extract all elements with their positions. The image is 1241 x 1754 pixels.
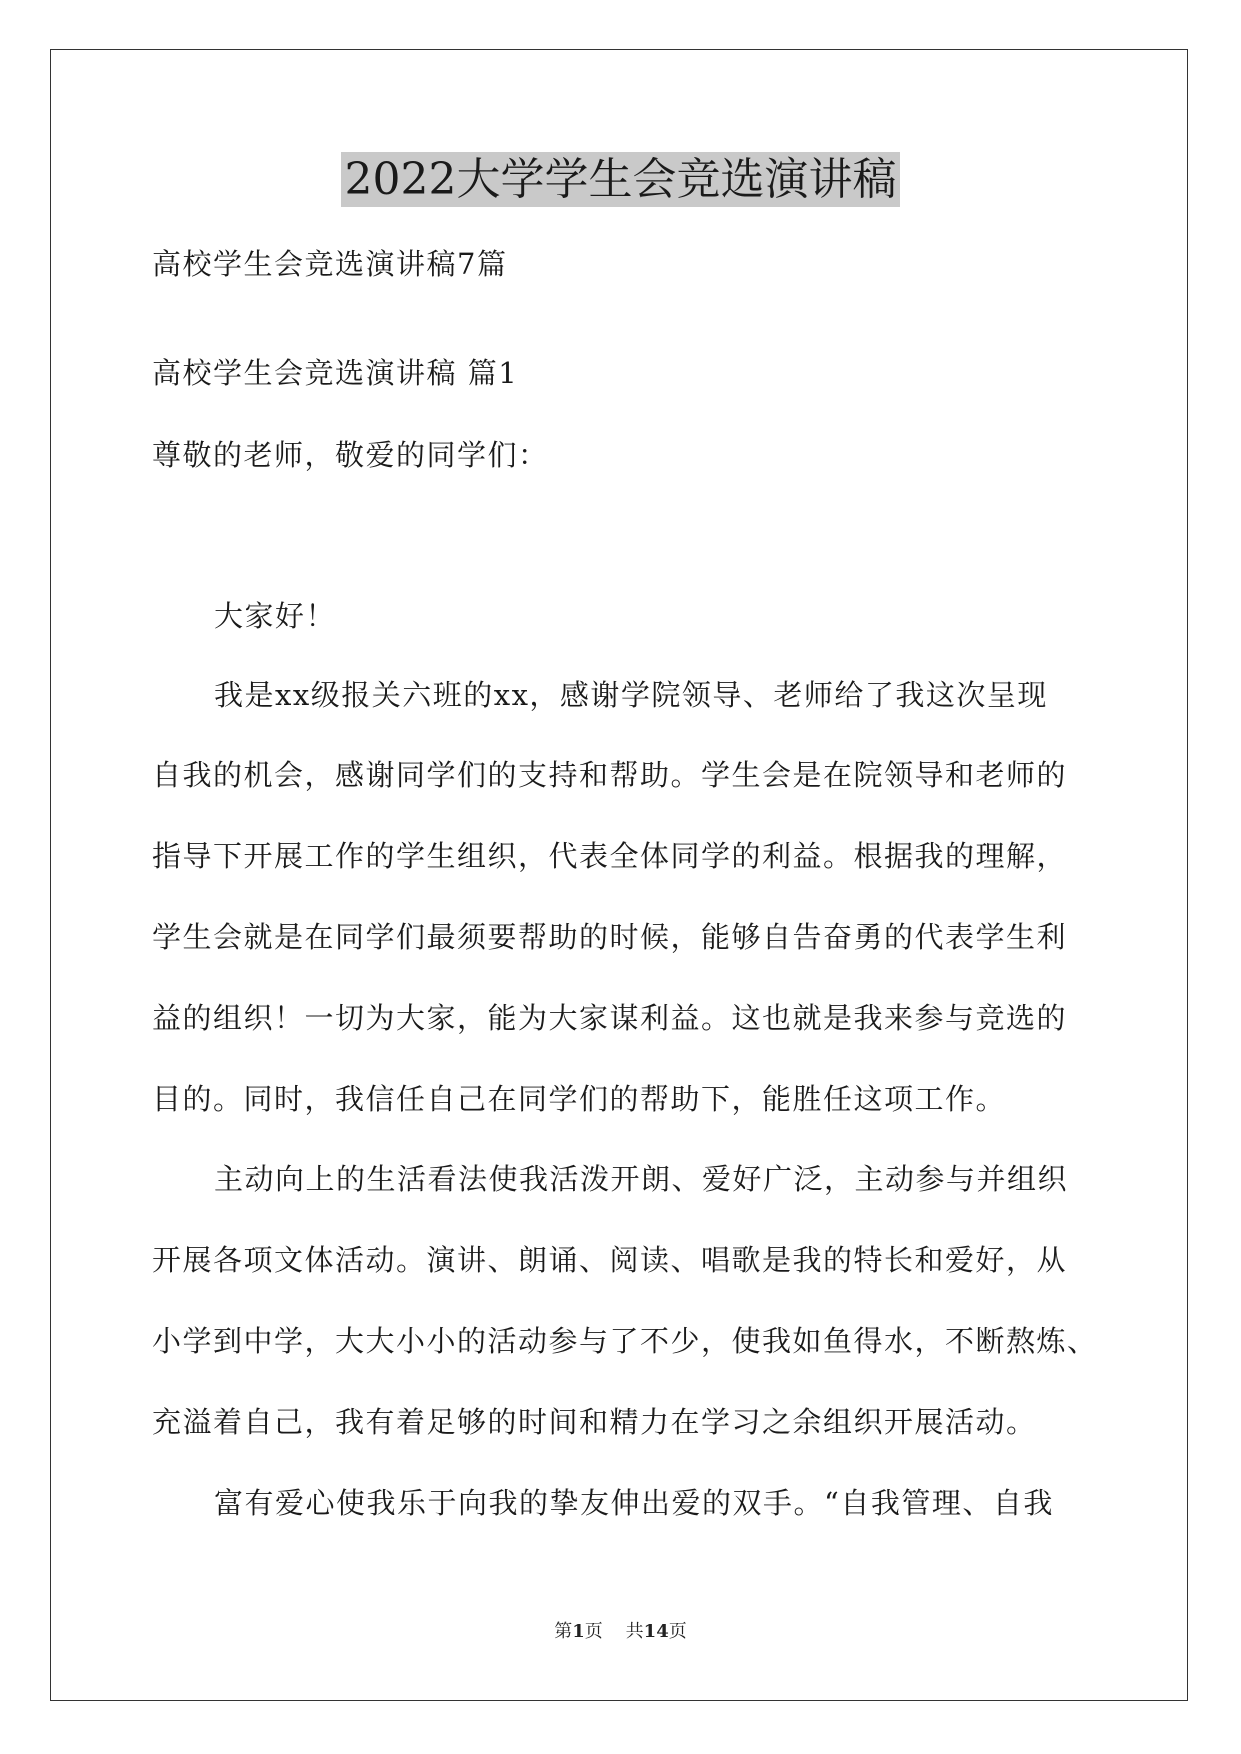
- body-line: 自我的机会，感谢同学们的支持和帮助。学生会是在院领导和老师的: [152, 758, 1068, 792]
- greeting: 大家好！: [214, 599, 337, 633]
- page-footer: [0, 1620, 1241, 1644]
- salutation: 尊敬的老师，敬爱的同学们：: [152, 438, 549, 472]
- total-pages: 14: [643, 1621, 669, 1642]
- body-line: 充溢着自己，我有着足够的时间和精力在学习之余组织开展活动。: [152, 1405, 1037, 1439]
- document-title-text: 2022大学学生会竞选演讲稿: [341, 152, 901, 207]
- body-line: 主动向上的生活看法使我活泼开朗、爱好广泛，主动参与并组织: [214, 1162, 1069, 1196]
- body-line: 益的组织！一切为大家，能为大家谋利益。这也就是我来参与竞选的: [152, 1001, 1068, 1035]
- body-line: 我是xx级报关六班的xx，感谢学院领导、老师给了我这次呈现: [214, 678, 1048, 712]
- total-suffix: 页: [668, 1621, 687, 1642]
- subtitle: 高校学生会竞选演讲稿7篇: [152, 247, 508, 281]
- body-line: 小学到中学，大大小小的活动参与了不少，使我如鱼得水，不断熬炼、: [152, 1324, 1098, 1358]
- page-suffix: 页: [584, 1621, 603, 1642]
- section-heading: 高校学生会竞选演讲稿 篇1: [152, 356, 519, 390]
- total-prefix: 共: [625, 1621, 644, 1642]
- body-line: 富有爱心使我乐于向我的挚友伸出爱的双手。“自我管理、自我: [214, 1486, 1054, 1520]
- page-prefix: 第: [554, 1621, 573, 1642]
- page-number: 1: [572, 1621, 585, 1642]
- body-line: 学生会就是在同学们最须要帮助的时候，能够自告奋勇的代表学生利: [152, 920, 1068, 954]
- body-line: 指导下开展工作的学生组织，代表全体同学的利益。根据我的理解，: [152, 839, 1068, 873]
- body-line: 目的。同时，我信任自己在同学们的帮助下，能胜任这项工作。: [152, 1082, 1007, 1116]
- document-title: [0, 152, 1241, 208]
- body-line: 开展各项文体活动。演讲、朗诵、阅读、唱歌是我的特长和爱好，从: [152, 1243, 1068, 1277]
